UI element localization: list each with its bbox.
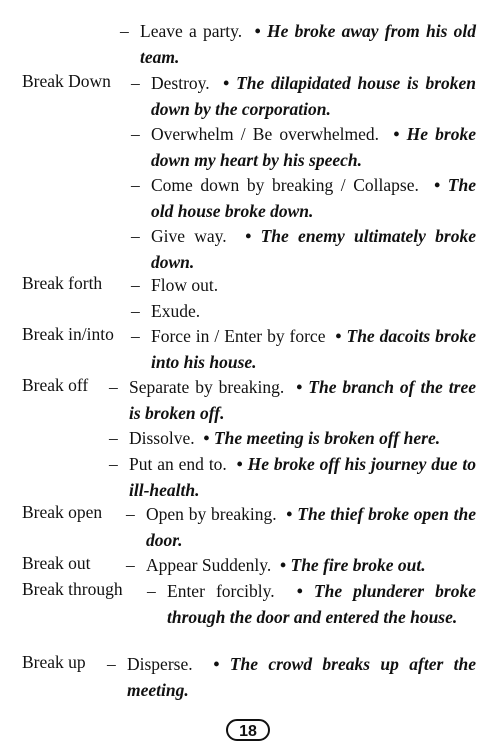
sense-meaning: Exude.	[151, 301, 201, 321]
sense-meaning: Separate by breaking.	[129, 377, 285, 397]
sense-meaning: Dissolve.	[129, 428, 195, 448]
sense: – Dissolve. • The meeting is broken off here.	[109, 428, 441, 448]
sense-example: The dilapidated house is broken down by the corporation.	[151, 73, 477, 119]
sense-meaning: Flow out.	[151, 275, 219, 295]
sense-example: He broke down my heart by his speech.	[151, 124, 477, 170]
sense-example: He broke off his journey due to ill-health.	[129, 454, 476, 500]
sense-meaning: Disperse.	[127, 654, 193, 674]
sense-meaning: Destroy.	[151, 73, 210, 93]
entry-term: Break forth	[22, 273, 103, 293]
sense-example: He broke away from his old team.	[140, 21, 476, 67]
sense: – Overwhelm / Be overwhelmed. • He broke down my heart by his speech.	[131, 124, 477, 170]
sense: – Open by breaking. • The thief broke open the door.	[126, 504, 476, 550]
entry-term: Break up	[22, 652, 86, 672]
sense: – Exude.	[131, 301, 201, 321]
sense-meaning: Open by breaking.	[146, 504, 277, 524]
sense-meaning: Appear Suddenly.	[146, 555, 272, 575]
entry-term: Break Down	[22, 71, 111, 91]
sense-meaning: Overwhelm / Be overwhelmed.	[151, 124, 380, 144]
sense-meaning: Give way.	[151, 226, 227, 246]
entry-term: Break out	[22, 553, 91, 573]
entry-term: Break in/into	[22, 324, 114, 344]
sense-example: The plunderer broke through the door and entered the house.	[167, 581, 476, 627]
sense-example: The old house broke down.	[151, 175, 476, 221]
sense: – Separate by breaking. • The branch of the tree is broken off.	[109, 377, 476, 423]
sense-example: The fire broke out.	[290, 555, 426, 575]
sense: – Appear Suddenly. • The fire broke out.	[126, 555, 426, 575]
sense-meaning: Force in / Enter by force	[151, 326, 326, 346]
sense-example: The crowd breaks up after the meeting.	[127, 654, 476, 700]
sense-example: The meeting is broken off here.	[213, 428, 441, 448]
sense-meaning: Leave a party.	[140, 21, 243, 41]
sense: – Put an end to. • He broke off his journey due to ill-health.	[109, 454, 476, 500]
sense: – Disperse. • The crowd breaks up after the meeting.	[107, 654, 476, 700]
sense: – Force in / Enter by force • The dacoits broke into his house.	[131, 326, 476, 372]
entry-term: Break off	[22, 375, 89, 395]
sense-example: The dacoits broke into his house.	[151, 326, 476, 372]
sense: – Destroy. • The dilapidated house is broken down by the corporation.	[131, 73, 477, 119]
page-number: 18	[226, 719, 270, 741]
sense: – Leave a party. • He broke away from his old team.	[120, 21, 476, 67]
sense-meaning: Enter forcibly.	[167, 581, 275, 601]
sense: – Flow out.	[131, 275, 219, 295]
sense-example: The enemy ultimately broke down.	[151, 226, 476, 272]
sense-example: The branch of the tree is broken off.	[129, 377, 476, 423]
sense: – Enter forcibly. • The plunderer broke through the door and entered the house.	[147, 581, 476, 627]
entry-term: Break open	[22, 502, 103, 522]
sense-example: The thief broke open the door.	[146, 504, 476, 550]
sense-meaning: Come down by breaking / Collapse.	[151, 175, 419, 195]
sense: – Come down by breaking / Collapse. • The old house broke down.	[131, 175, 476, 221]
entry-term: Break through	[22, 579, 123, 599]
sense-meaning: Put an end to.	[129, 454, 227, 474]
sense: – Give way. • The enemy ultimately broke down.	[131, 226, 476, 272]
